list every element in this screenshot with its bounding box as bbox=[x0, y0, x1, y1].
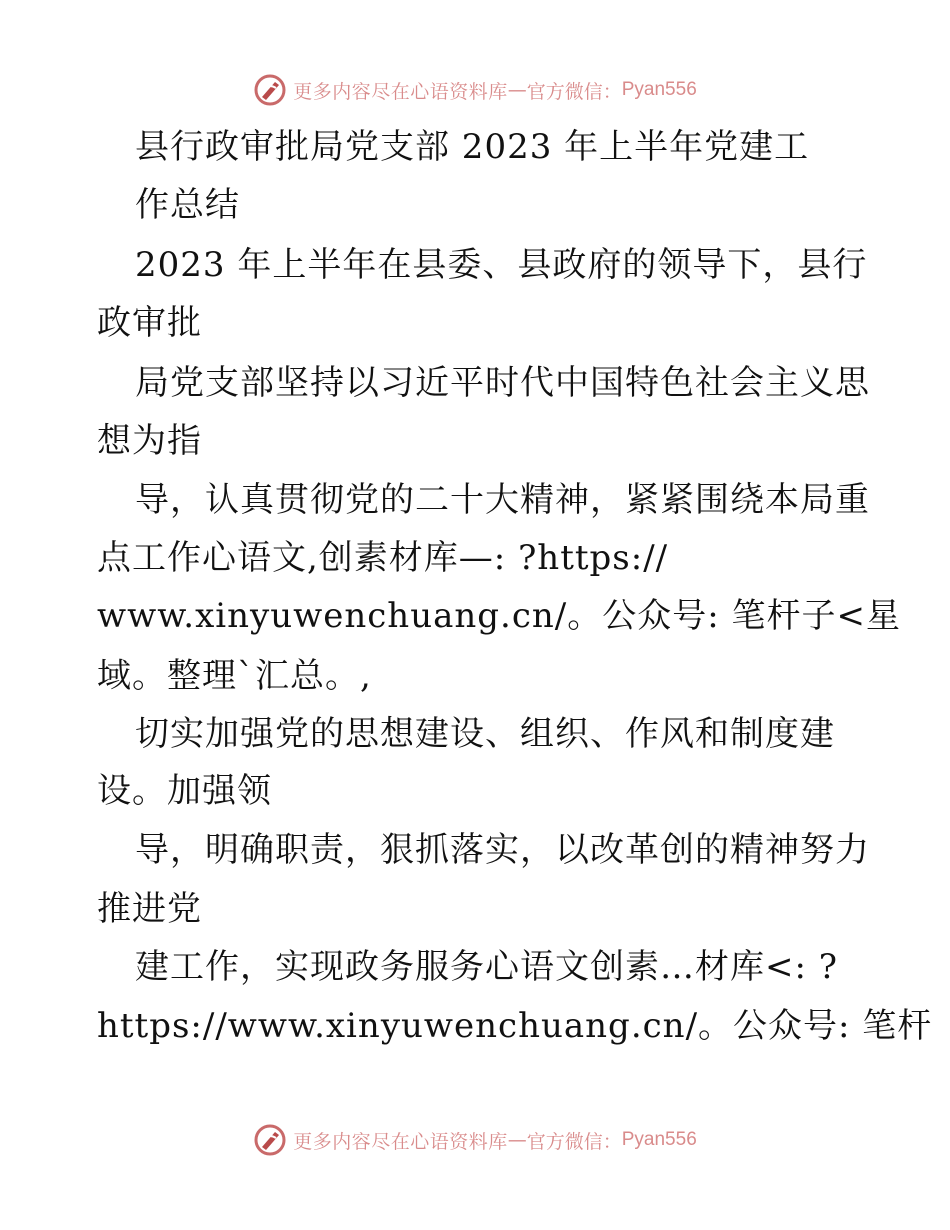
paragraph-line: 导，认真贯彻党的二十大精神，紧紧围绕本局重 bbox=[135, 480, 870, 520]
brush-seal-icon bbox=[253, 73, 287, 107]
paragraph-line: 域。整理`汇总。, bbox=[97, 656, 372, 696]
watermark-brand-text: 更多内容尽在心语资料库 bbox=[293, 1130, 508, 1153]
paragraph-line: 切实加强党的思想建设、组织、作风和制度建 bbox=[135, 714, 835, 754]
paragraph-line: 导，明确职责，狠抓落实，以改革创的精神努力 bbox=[135, 830, 870, 870]
document-title-line-1: 县行政审批局党支部 2023 年上半年党建工 bbox=[135, 127, 810, 167]
paragraph-line: 点工作心语文,创素材库—: ?https:// bbox=[97, 538, 669, 578]
watermark-brand-text: 更多内容尽在心语资料库 bbox=[293, 80, 508, 103]
paragraph-line: https://www.xinyuwenchuang.cn/。公众号: 笔杆 bbox=[97, 1006, 933, 1046]
paragraph-line: 推进党 bbox=[97, 889, 202, 929]
document-title-line-2: 作总结 bbox=[135, 185, 240, 225]
watermark-dash: — bbox=[507, 79, 527, 101]
footer-watermark bbox=[0, 1120, 950, 1160]
paragraph-line: 想为指 bbox=[97, 421, 202, 461]
paragraph-line: 局党支部坚持以习近平时代中国特色社会主义思 bbox=[135, 363, 870, 403]
paragraph-line: 设。加强领 bbox=[97, 771, 272, 811]
brush-seal-icon bbox=[253, 1123, 287, 1157]
paragraph-line: 2023 年上半年在县委、县政府的领导下，县行 bbox=[135, 245, 868, 285]
watermark-dash: — bbox=[507, 1129, 527, 1151]
paragraph-line: www.xinyuwenchuang.cn/。公众号: 笔杆子<星 bbox=[97, 596, 901, 636]
watermark-wechat-label: 官方微信： bbox=[526, 80, 622, 103]
header-watermark bbox=[0, 70, 950, 110]
paragraph-line: 建工作，实现政务服务心语文创素…材库<: ? bbox=[135, 947, 838, 987]
paragraph-line: 政审批 bbox=[97, 303, 202, 343]
watermark-wechat-label: 官方微信： bbox=[526, 1130, 622, 1153]
watermark-wechat-id: Pyan556 bbox=[621, 1129, 697, 1150]
watermark-wechat-id: Pyan556 bbox=[621, 79, 697, 100]
